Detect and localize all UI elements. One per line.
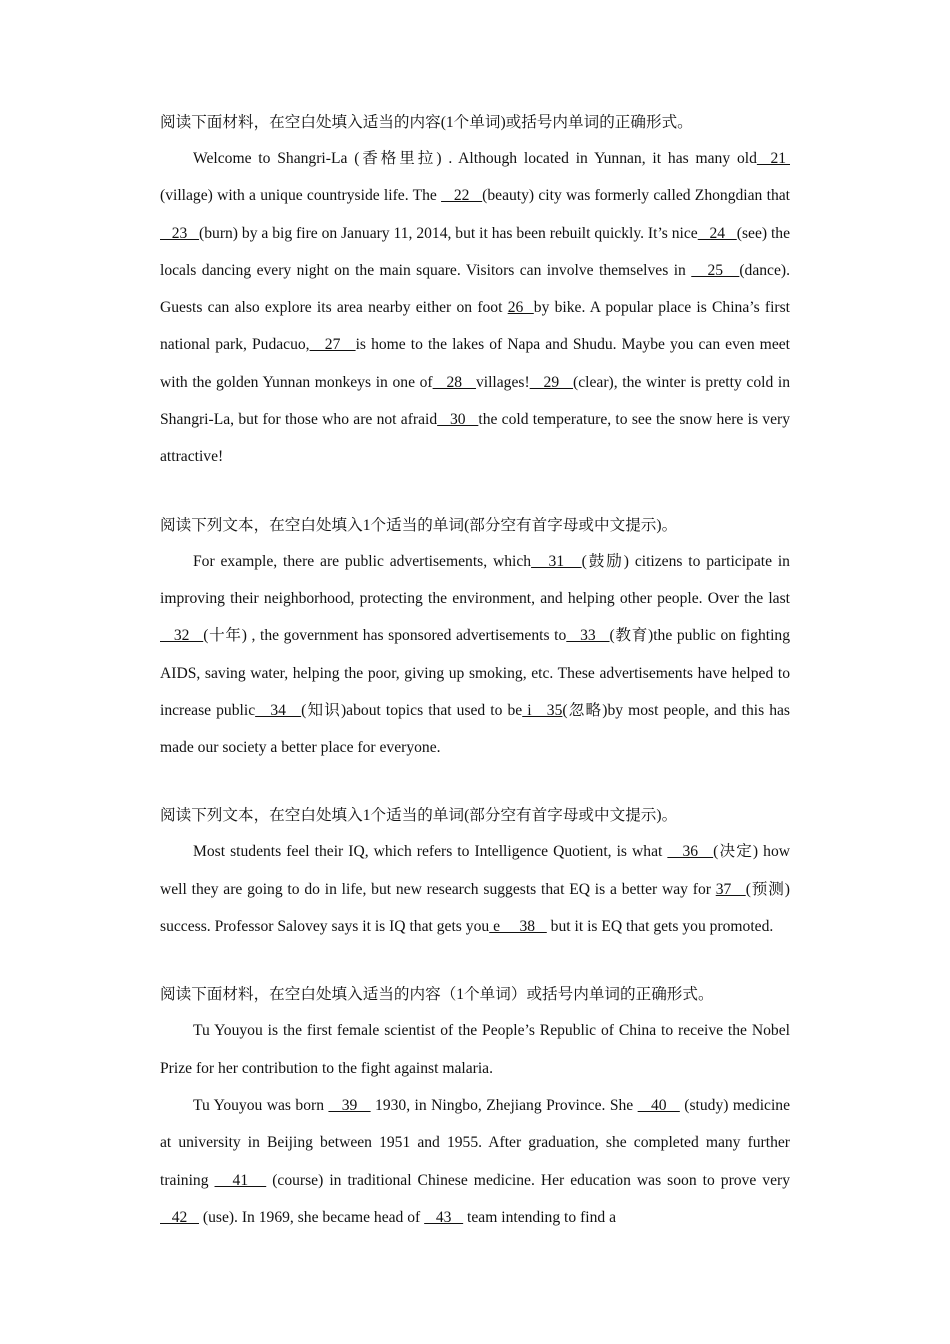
- passage-text: (beauty) city was formerly called Zhongdian that: [482, 187, 790, 205]
- passage-text: (see) the locals dancing every night on the main square. Visitors can involve themselves in: [160, 224, 791, 279]
- passage-text: Tu Youyou was born: [193, 1096, 329, 1114]
- passage-text: 1930, in Ningbo, Zhejiang Province. She: [370, 1096, 638, 1114]
- answer-blank[interactable]: 21: [756, 150, 790, 167]
- passage-text: (知识)about topics that used to be: [301, 701, 523, 719]
- document-page: [160, 106, 790, 1236]
- passage-paragraph: [160, 1087, 790, 1236]
- section-instruction: 阅读下面材料，在空白处填入适当的内容（1个单词）或括号内单词的正确形式。: [160, 986, 714, 1004]
- answer-blank[interactable]: 43: [424, 1208, 464, 1226]
- exercise-section-2: [160, 509, 790, 767]
- answer-blank[interactable]: 30: [437, 411, 479, 429]
- passage-text: (clear), the winter is pretty cold in Shangri-La, but for those who are not afraid: [160, 373, 791, 429]
- answer-blank[interactable]: 42: [160, 1208, 199, 1226]
- answer-blank[interactable]: 28: [432, 373, 476, 391]
- passage-text: (决定) how well they are going to do in life, but new research suggests that EQ is a better way for: [160, 843, 790, 898]
- answer-blank[interactable]: 32: [160, 627, 204, 645]
- exercise-section-1: [160, 106, 790, 476]
- passage-text: (course) in traditional Chinese medicine. Her education was soon to prove very: [266, 1171, 790, 1189]
- passage-paragraph: [160, 1012, 790, 1087]
- passage-text: by bike. A popular place is China’s first national park, Pudacuo,: [160, 299, 791, 354]
- passage-text: Tu Youyou is the first female scientist of the People’s Republic of China to receive the Nobel Prize for her contribution to the fight against malaria.: [160, 1022, 790, 1077]
- passage-text: but it is EQ that gets you promoted.: [546, 918, 774, 936]
- passage-text: team intending to find a: [463, 1208, 617, 1226]
- passage-text: is home to the lakes of Napa and Shudu. Maybe you can even meet with the golden Yunnan monkeys in one of: [160, 336, 790, 391]
- passage-text: Most students feel their IQ, which refers to Intelligence Quotient, is what: [193, 843, 668, 861]
- passage-paragraph: [160, 543, 790, 767]
- section-instruction: 阅读下列文本，在空白处填入1个适当的单词(部分空有首字母或中文提示)。: [160, 807, 678, 825]
- passage-text: (use). In 1969, she became head of: [198, 1208, 425, 1226]
- answer-blank[interactable]: 26: [507, 299, 534, 317]
- passage-text: (study) medicine at university in Beijing between 1951 and 1955. After graduation, she completed many further training: [160, 1096, 791, 1189]
- answer-blank[interactable]: 29: [529, 373, 574, 391]
- answer-blank[interactable]: 34: [255, 701, 302, 719]
- section-instruction: 阅读下列文本，在空白处填入1个适当的单词(部分空有首字母或中文提示)。: [160, 516, 678, 534]
- answer-blank[interactable]: 24: [697, 224, 737, 242]
- answer-blank[interactable]: 40: [637, 1096, 680, 1114]
- answer-blank[interactable]: 37: [715, 880, 746, 898]
- passage-text: the cold temperature, to see the snow here is very attractive!: [160, 411, 790, 466]
- passage-text: (鼓励) citizens to participate in improving their neighborhood, protecting the environment, and helping other people. Over the last: [160, 552, 790, 607]
- passage-text: (预测) success. Professor Salovey says it is IQ that gets you: [160, 880, 790, 936]
- answer-blank[interactable]: 36: [667, 843, 714, 861]
- section-instruction: 阅读下面材料，在空白处填入适当的内容(1个单词)或括号内单词的正确形式。: [160, 114, 693, 131]
- passage-text: Welcome to Shangri-La (香格里拉) . Although located in Yunnan, it has many old: [193, 150, 757, 167]
- answer-blank[interactable]: i 35: [522, 701, 563, 719]
- passage-paragraph: [160, 833, 790, 945]
- passage-text: (教育)the public on fighting AIDS, saving water, helping the poor, giving up smoking, etc. These advertisements have helped to increase public: [160, 627, 791, 719]
- passage-text: For example, there are public advertisements, which: [193, 552, 532, 570]
- answer-blank[interactable]: 33: [566, 627, 610, 645]
- answer-blank[interactable]: 23: [160, 224, 200, 242]
- passage-text: (十年) , the government has sponsored advertisements to: [203, 627, 567, 645]
- exercise-section-4: [160, 978, 790, 1236]
- answer-blank[interactable]: 41: [214, 1171, 267, 1189]
- answer-blank[interactable]: 31: [531, 552, 582, 570]
- answer-blank[interactable]: 39: [328, 1096, 371, 1114]
- passage-paragraph: [160, 140, 790, 476]
- passage-text: (忽略)by most people, and this has made our society a better place for everyone.: [160, 701, 790, 757]
- passage-text: villages!: [475, 373, 530, 391]
- passage-text: (burn) by a big fire on January 11, 2014, but it has been rebuilt quickly. It’s nice: [199, 224, 698, 242]
- passage-text: (village) with a unique countryside life. The: [160, 187, 442, 205]
- answer-blank[interactable]: 25: [691, 261, 740, 279]
- answer-blank[interactable]: e 38: [489, 918, 547, 936]
- passage-text: (dance). Guests can also explore its area nearby either on foot: [160, 261, 790, 317]
- answer-blank[interactable]: 22: [441, 187, 483, 205]
- exercise-section-3: [160, 799, 790, 945]
- answer-blank[interactable]: 27: [309, 336, 356, 354]
